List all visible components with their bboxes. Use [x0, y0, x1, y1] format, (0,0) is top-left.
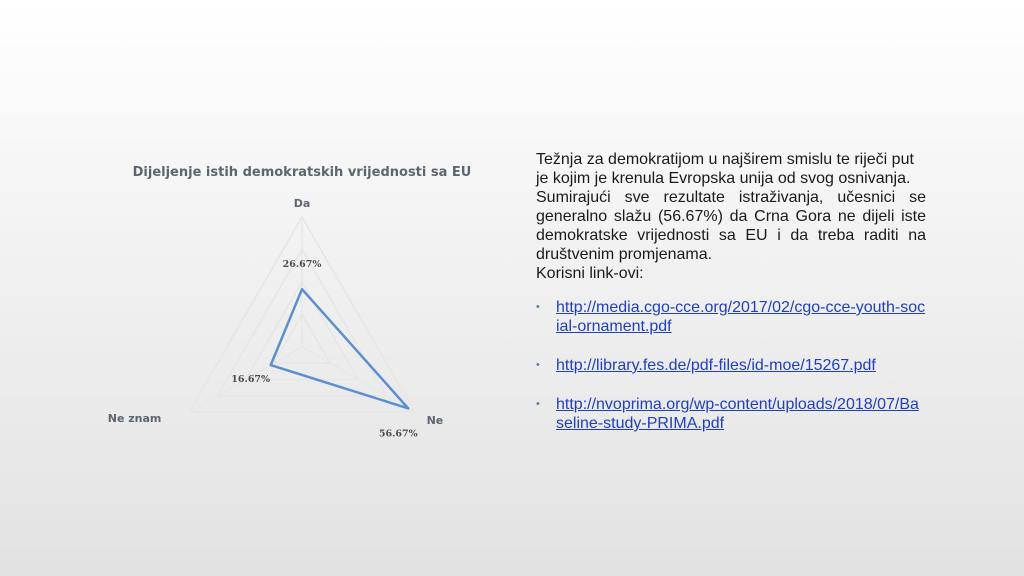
- chart-title: Dijeljenje istih demokratskih vrijednosti sa EU: [132, 165, 472, 180]
- link-fes[interactable]: http://library.fes.de/pdf-files/id-moe/15267.pdf: [556, 357, 876, 374]
- list-item: [536, 356, 926, 375]
- link-cgo-cce[interactable]: http://media.cgo-cce.org/2017/02/cgo-cce-youth-social-ornament.pdf: [556, 299, 926, 335]
- intro-paragraph: Težnja za demokratijom u najširem smislu te riječi put je kojim je krenula Evropska unija od svog osnivanja.: [536, 151, 914, 187]
- data-label-1: 56.67%: [378, 428, 418, 440]
- bullet-icon: •: [536, 301, 540, 313]
- data-label-2: 16.67%: [231, 374, 271, 386]
- axis-label-1: Ne: [426, 414, 444, 427]
- bullet-icon: •: [536, 359, 540, 371]
- series-line: [271, 289, 409, 408]
- axis-label-0: Da: [293, 197, 311, 210]
- summary-paragraph: Sumirajući sve rezultate istraživanja, učesnici se generalno slažu (56.67%) da Crna Gora ne dijeli iste demokratske vrijednosti sa EU i da treba raditi na društvenim promjenama.: [536, 189, 926, 263]
- bullet-icon: •: [536, 398, 540, 410]
- text-panel: [536, 150, 926, 453]
- data-label-0: 26.67%: [282, 259, 322, 271]
- axis-label-2: Ne znam: [107, 412, 162, 425]
- links-heading: Korisni link-ovi:: [536, 265, 644, 282]
- link-nvoprima[interactable]: http://nvoprima.org/wp-content/uploads/2018/07/Baseline-study-PRIMA.pdf: [556, 396, 919, 432]
- list-item: [536, 395, 926, 433]
- list-item: [536, 298, 926, 336]
- links-list: [536, 298, 926, 433]
